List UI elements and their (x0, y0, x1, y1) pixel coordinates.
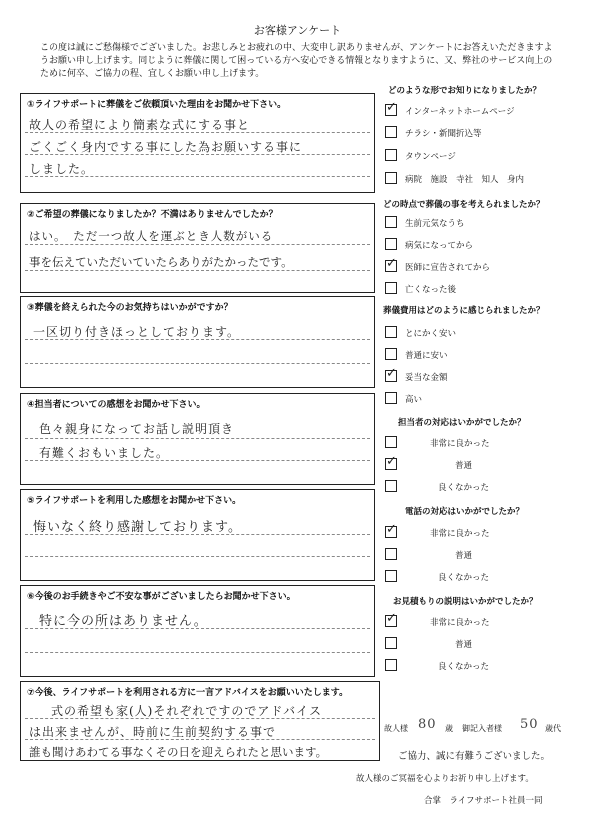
section-title-cost: 葬儀費用はどのように感じられましたか？ (383, 306, 545, 316)
checkbox-cost-normal[interactable] (385, 348, 397, 360)
option-label: 生前元気なうち (405, 219, 465, 229)
answer-line: 事を伝えていただいていたらありがたかったです。 (29, 255, 293, 269)
checkbox-staff-good[interactable] (385, 436, 397, 448)
checkbox-source-internet[interactable] (385, 100, 397, 116)
checkbox-cost-cheap[interactable] (385, 326, 397, 338)
checkbox-staff-bad[interactable] (385, 480, 397, 492)
question-title: ⑤ライフサポートを利用した感想をお聞かせ下さい。 (27, 496, 242, 506)
answer-line: 有難くおもいました。 (39, 446, 170, 460)
deceased-age-unit: 歳 (445, 724, 453, 733)
answer-line: 色々親身になってお話し説明頂き (39, 422, 235, 436)
option-label: 病院 施設 寺社 知人 身内 (405, 175, 525, 185)
checkbox-phone-bad[interactable] (385, 570, 397, 582)
option-label: 妥当な金額 (405, 373, 448, 383)
check-mark-icon: ✓ (386, 611, 397, 626)
checkbox-timing-after[interactable] (385, 282, 397, 294)
option-label: 良くなかった (438, 662, 490, 672)
section-title-timing: どの時点で葬儀の事を考えられましたか？ (383, 200, 545, 210)
deceased-age-label: 故人様 (384, 724, 408, 733)
signature-text: 合掌 ライフサポート社員一同 (424, 796, 543, 806)
question-title: ②ご希望の葬儀になりましたか？不満はありませんでしたか？ (27, 210, 278, 220)
check-mark-icon: ✓ (386, 100, 397, 115)
option-label: タウンページ (405, 152, 456, 162)
option-label: 非常に良かった (430, 529, 490, 539)
question-box-1 (20, 93, 375, 193)
checkbox-estimate-normal[interactable] (385, 637, 397, 649)
option-label: とにかく安い (405, 329, 457, 339)
option-label: 良くなかった (438, 483, 490, 493)
option-label: 普通に安い (405, 351, 448, 361)
question-box-7 (20, 681, 380, 761)
checkbox-timing-illness[interactable] (385, 238, 397, 250)
answer-line: 特に今の所はありません。 (39, 614, 208, 629)
check-mark-icon: ✓ (386, 366, 397, 381)
option-label: 病気になってから (405, 241, 474, 251)
answer-rule (25, 652, 370, 653)
question-title: ③葬儀を終えられた今のお気持ちはいかがですか？ (27, 303, 233, 313)
option-label: 亡くなった後 (405, 285, 457, 295)
option-label: 高い (405, 395, 423, 405)
answer-rule (25, 270, 370, 271)
page-title: お客様アンケート (253, 24, 342, 37)
question-box-5 (20, 489, 375, 581)
answer-rule (25, 363, 370, 364)
checkbox-estimate-good[interactable] (385, 611, 397, 627)
check-mark-icon: ✓ (386, 256, 397, 271)
answer-line: 誰も聞けあわてる事なくその日を迎えられたと思います。 (29, 745, 328, 759)
section-title-phone: 電話の対応はいかがでしたか？ (405, 507, 525, 517)
checkbox-source-townpage[interactable] (385, 149, 397, 161)
checkbox-cost-high[interactable] (385, 392, 397, 404)
question-box-3 (20, 296, 375, 388)
answer-line: しました。 (29, 162, 95, 176)
applicant-age-label: 御記入者様 (462, 724, 502, 733)
answer-rule (25, 244, 370, 245)
question-title: ⑦今後、ライフサポートを利用される方に一言アドバイスをお願いいたします。 (27, 688, 349, 698)
answer-line: ごくごく身内でする事にした為お願いする事に (29, 140, 303, 154)
section-title-staff: 担当者の対応はいかがでしたか？ (398, 418, 526, 428)
question-box-2 (20, 203, 375, 293)
checkbox-timing-healthy[interactable] (385, 216, 397, 228)
deceased-age-value: 80 (418, 717, 437, 732)
answer-line: 悔いなく終り感謝しております。 (33, 520, 242, 535)
question-box-6 (20, 585, 375, 677)
answer-rule (25, 438, 370, 439)
answer-line: は出来ませんが、時前に生前契約する事で (29, 725, 277, 739)
answer-line: 式の希望も家(人)それぞれですのでアドバイス (51, 704, 323, 718)
question-box-4 (20, 393, 375, 485)
question-title: ①ライフサポートに葬儀をご依頼頂いた理由をお聞かせ下さい。 (27, 100, 287, 110)
answer-line: 故人の希望により簡素な式にする事と (29, 118, 251, 132)
option-label: 普通 (455, 461, 473, 471)
answer-line: 一区切り付きほっとしております。 (33, 325, 241, 339)
answer-line: はい。 ただ一つ故人を運ぶとき人数がいる (29, 229, 274, 243)
option-label: 非常に良かった (430, 439, 490, 449)
check-mark-icon: ✓ (386, 454, 397, 469)
prayer-text: 故人様のご冥福を心よりお祈り申し上げます。 (356, 774, 534, 784)
question-title: ④担当者についての感想をお聞かせ下さい。 (27, 400, 206, 410)
option-label: 良くなかった (438, 573, 490, 583)
applicant-age-value: 50 (520, 717, 539, 732)
check-mark-icon: ✓ (386, 522, 397, 537)
option-label: 普通 (455, 551, 473, 561)
applicant-age-unit: 歳代 (545, 724, 561, 733)
question-title: ⑥今後のお手続きやご不安な事がございましたらお聞かせ下さい。 (27, 592, 296, 602)
checkbox-source-flyer[interactable] (385, 126, 397, 138)
option-label: インターネットホームページ (405, 107, 515, 117)
intro-text: この度は誠にご愁傷様でございました。お悲しみとお疲れの中、大変申し訳ありませんが、アンケートにお答えいただきますようお願い申し上げます。同じように葬儀に関して困っている方へ安心できる情報となりますように、又、弊社のサービス向上のために何卒、ご協力の程、宜しくお願い申し上げます。 (40, 43, 553, 79)
answer-rule (25, 556, 370, 557)
option-label: 普通 (455, 640, 473, 650)
checkbox-cost-fair[interactable] (385, 366, 397, 382)
option-label: 非常に良かった (430, 618, 490, 628)
checkbox-estimate-bad[interactable] (385, 659, 397, 671)
section-title-source: どのような形でお知りになりましたか？ (388, 86, 542, 96)
checkbox-phone-normal[interactable] (385, 548, 397, 560)
checkbox-phone-good[interactable] (385, 522, 397, 538)
option-label: 医師に宣告されてから (405, 263, 491, 273)
option-label: チラシ・新聞折込等 (405, 129, 482, 139)
checkbox-staff-normal[interactable] (385, 454, 397, 470)
section-title-estimate: お見積もりの説明はいかがでしたか？ (393, 597, 538, 607)
checkbox-timing-diagnosis[interactable] (385, 256, 397, 272)
thanks-text: ご協力、誠に有難うございました。 (398, 751, 551, 762)
checkbox-source-referral[interactable] (385, 172, 397, 184)
